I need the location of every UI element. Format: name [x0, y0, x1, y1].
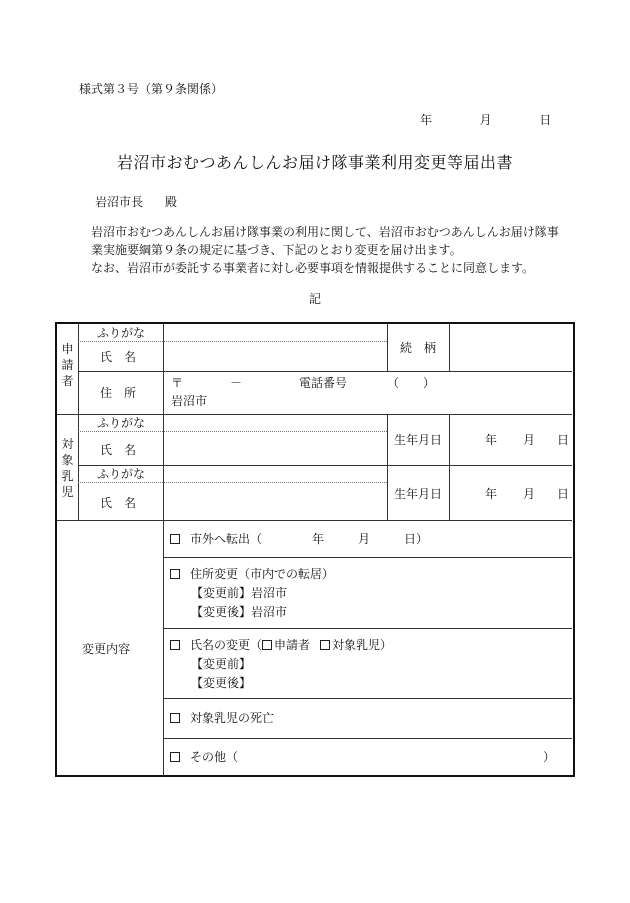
name-before: 【変更前】	[191, 657, 252, 671]
name-after: 【変更後】	[191, 676, 252, 690]
addressee-name: 岩沼市長	[95, 195, 144, 209]
date-line	[420, 111, 551, 128]
infant1-name-label: 氏 名	[100, 443, 137, 457]
address-change-checkbox[interactable]	[170, 569, 180, 579]
other-checkbox[interactable]	[170, 752, 180, 762]
applicant-option-label: 申請者	[274, 638, 311, 652]
infant1-birthdate-label: 生年月日	[394, 433, 443, 447]
applicant-furigana-field[interactable]	[165, 326, 385, 340]
applicant-furigana-label: ふりがな	[97, 326, 146, 340]
infant1-birth-year: 年	[485, 433, 498, 447]
relationship-field[interactable]	[451, 326, 569, 369]
infant2-name-label: 氏 名	[100, 496, 137, 510]
applicant-section-label: 申請者	[61, 342, 74, 388]
applicant-city: 岩沼市	[171, 394, 208, 408]
form-table	[55, 322, 575, 777]
other-option[interactable]	[170, 750, 238, 764]
infant1-birth-day: 日	[557, 433, 570, 447]
infant2-name-field[interactable]	[165, 485, 385, 518]
death-label: 対象乳児の死亡	[190, 711, 275, 725]
name-change-label: 氏名の変更（	[190, 638, 263, 652]
infant1-furigana-label: ふりがな	[97, 416, 146, 430]
ki-label: 記	[308, 292, 321, 306]
applicant-name-label: 氏 名	[100, 350, 137, 364]
address-after: 【変更後】岩沼市	[191, 605, 288, 619]
infant-section-label: 対象乳児	[61, 437, 74, 499]
infant-option-checkbox[interactable]	[320, 640, 330, 650]
postal-mark: 〒	[171, 376, 184, 390]
infant1-name-field[interactable]	[165, 434, 385, 463]
date-day: 日	[539, 113, 552, 127]
death-checkbox[interactable]	[170, 713, 180, 723]
phone-open-paren: （	[387, 376, 400, 390]
relationship-label: 続 柄	[400, 341, 437, 355]
other-label: その他（	[190, 750, 239, 764]
name-change-checkbox[interactable]	[170, 640, 180, 650]
infant2-furigana-label: ふりがな	[97, 467, 146, 481]
phone-label: 電話番号	[299, 376, 348, 390]
infant-option-label: 対象乳児）	[332, 638, 393, 652]
date-year: 年	[420, 113, 433, 127]
body-text	[79, 223, 569, 277]
move-out-month: 月	[358, 532, 371, 546]
body-paragraph-1: 岩沼市おむつあんしんお届け隊事業の利用に関して、岩沼市おむつあんしんお届け隊事業実施要綱第９条の規定に基づき、下記のとおり変更を届け出ます。	[91, 225, 559, 257]
date-month: 月	[479, 113, 492, 127]
move-out-checkbox[interactable]	[170, 534, 180, 544]
document-title: 岩沼市おむつあんしんお届け隊事業利用変更等届出書	[116, 153, 513, 172]
infant2-birth-month: 月	[523, 487, 536, 501]
infant2-furigana-field[interactable]	[165, 467, 385, 481]
other-close-paren: ）	[543, 750, 556, 764]
addressee	[95, 193, 177, 210]
address-change-option[interactable]	[170, 567, 334, 581]
applicant-name-field[interactable]	[165, 344, 385, 369]
applicant-address-label: 住 所	[100, 386, 137, 400]
name-change-option[interactable]	[170, 638, 392, 652]
move-out-day: 日）	[404, 532, 429, 546]
phone-close-paren: ）	[423, 376, 436, 390]
address-before: 【変更前】岩沼市	[191, 586, 288, 600]
infant2-birthdate-label: 生年月日	[394, 487, 443, 501]
infant2-birth-year: 年	[485, 487, 498, 501]
applicant-option-checkbox[interactable]	[262, 640, 272, 650]
infant2-birth-day: 日	[557, 487, 570, 501]
move-out-option[interactable]	[170, 532, 428, 546]
addressee-suffix: 殿	[165, 195, 178, 209]
body-paragraph-2: なお、岩沼市が委託する事業者に対し必要事項を情報提供することに同意します。	[91, 261, 535, 275]
infant1-birth-month: 月	[523, 433, 536, 447]
changes-section-label: 変更内容	[82, 642, 131, 656]
infant1-furigana-field[interactable]	[165, 416, 385, 430]
move-out-year: 年	[312, 532, 325, 546]
move-out-label: 市外へ転出（	[190, 532, 263, 546]
form-number: 様式第３号（第９条関係）	[79, 82, 224, 96]
death-option[interactable]	[170, 711, 274, 725]
address-change-label: 住所変更（市内での転居）	[190, 567, 335, 581]
postal-dash: －	[230, 376, 243, 390]
